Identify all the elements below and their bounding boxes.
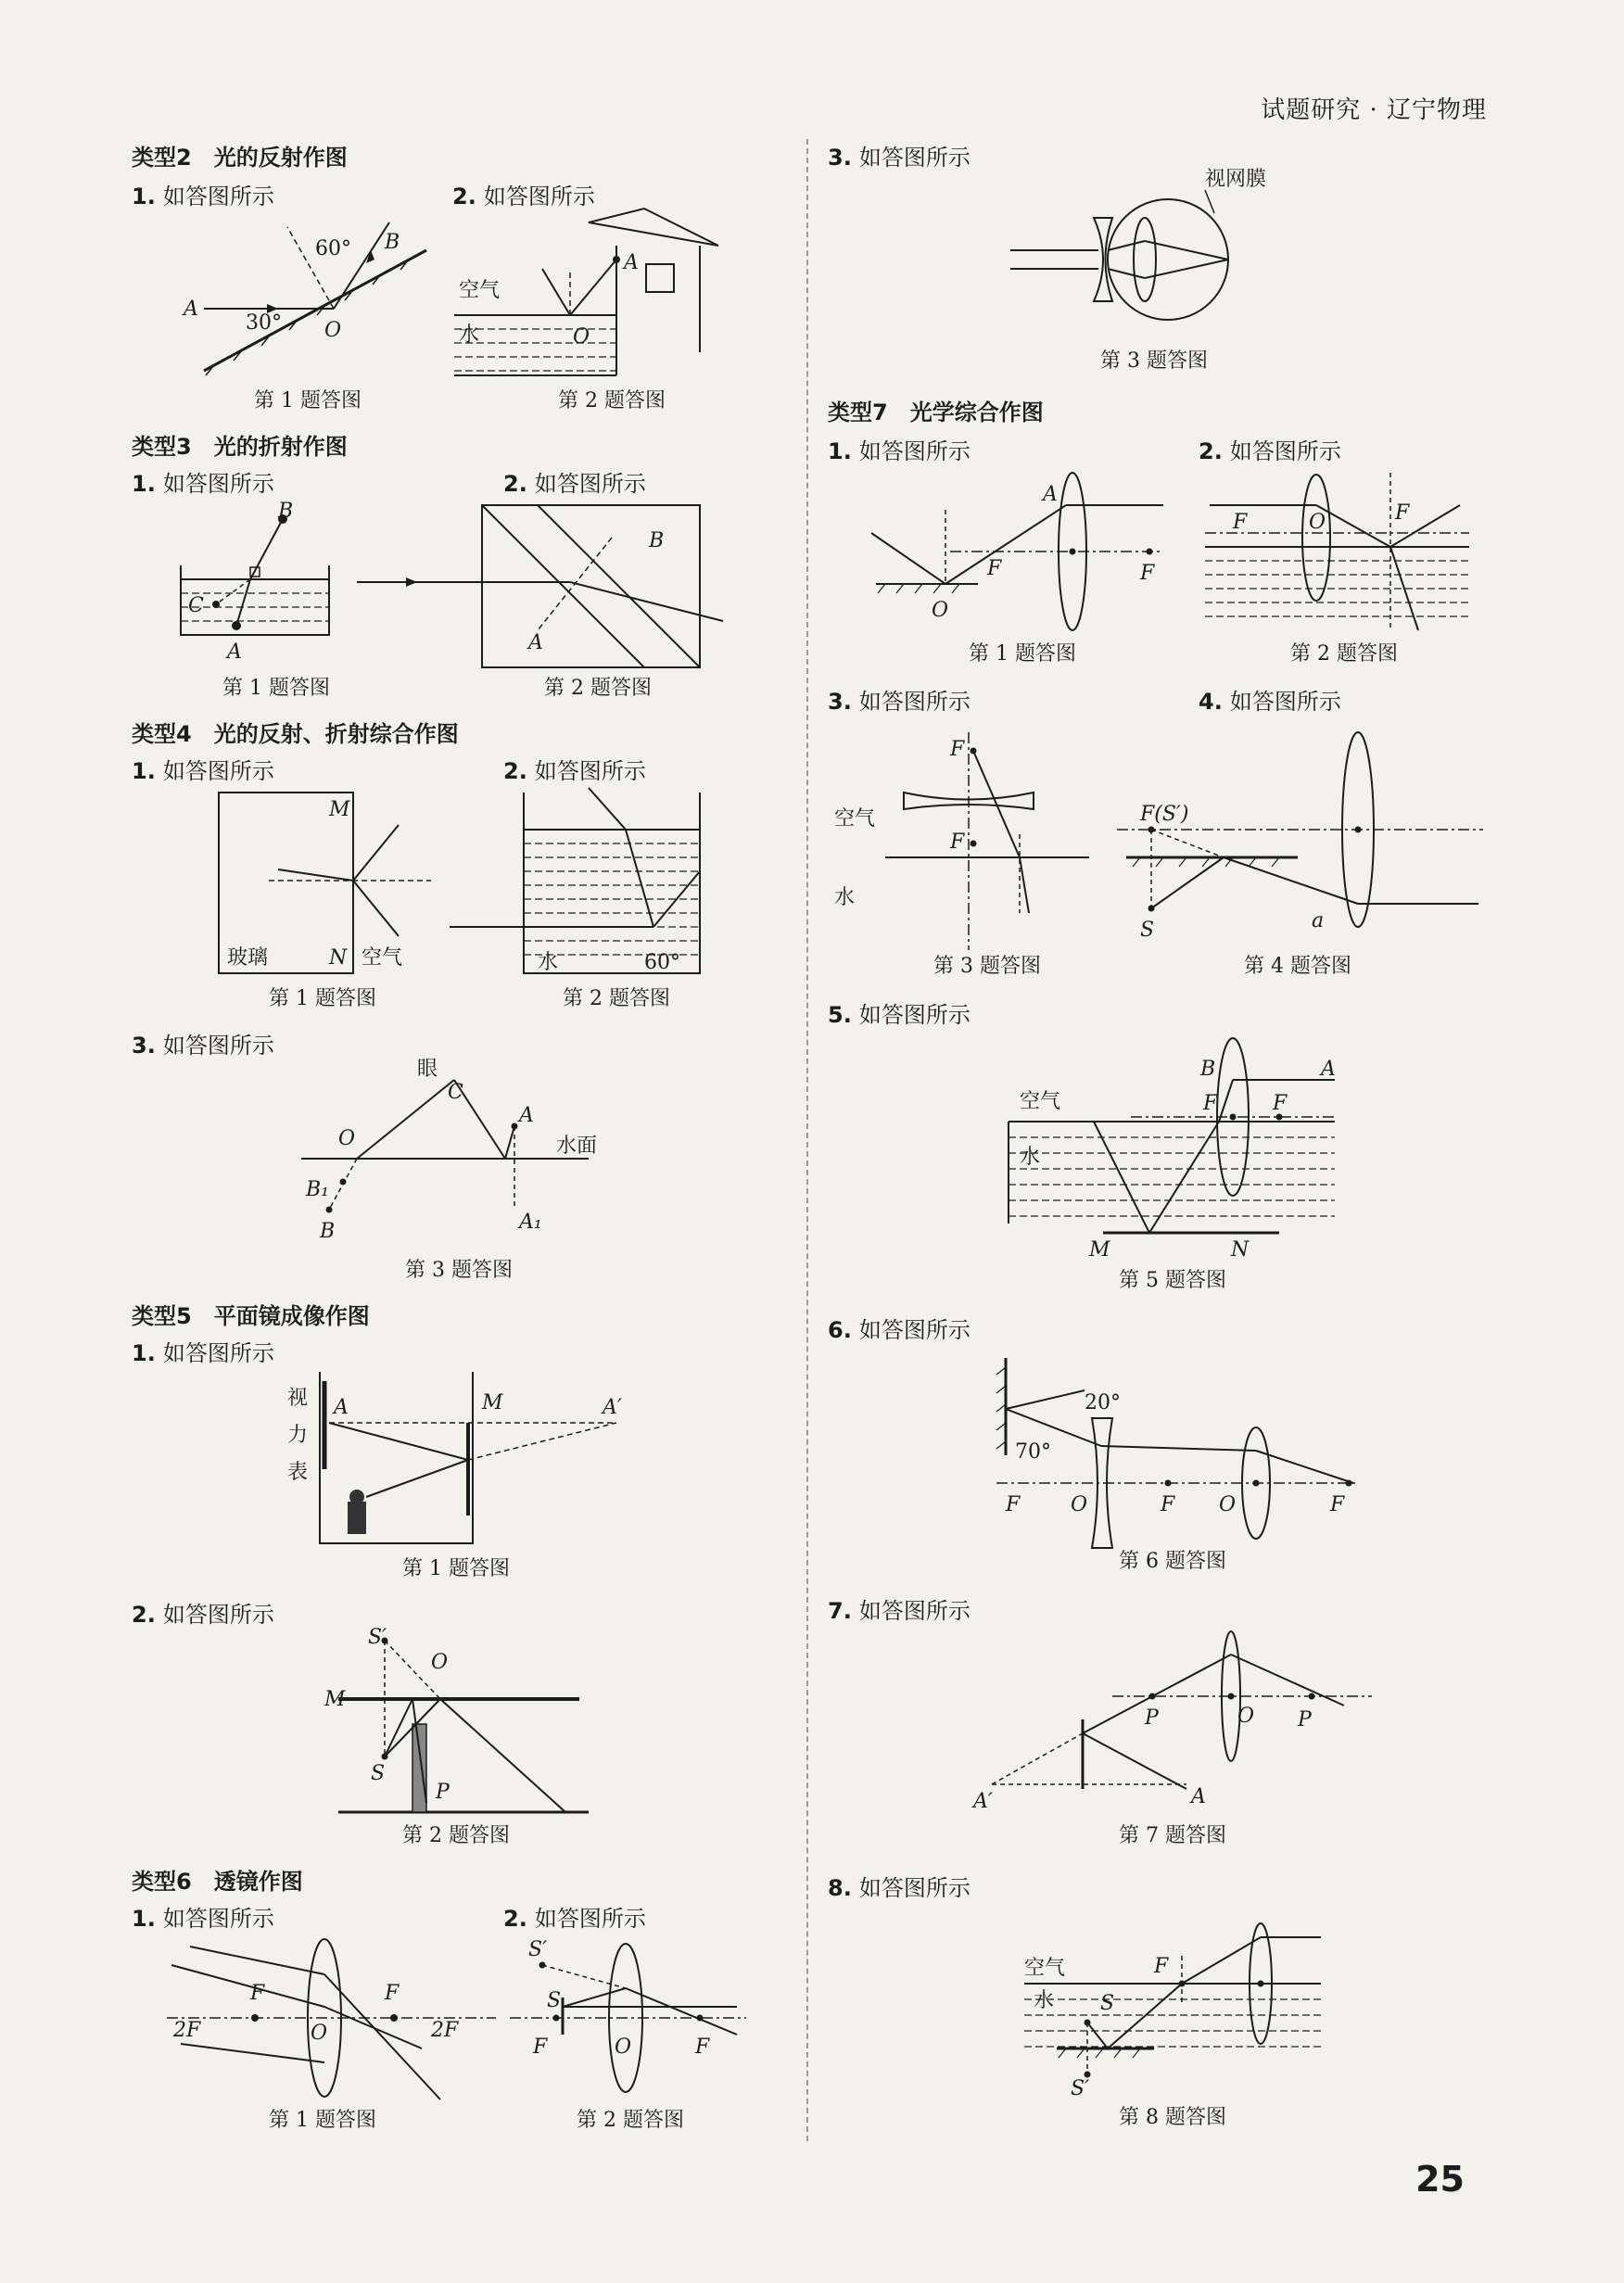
figure-s2-2 (450, 213, 737, 380)
caption-s4-3: 第 3 题答图 (405, 1259, 513, 1282)
label-M: M (482, 1391, 503, 1414)
figure-s4-2 (450, 788, 709, 978)
caption-s6-3: 第 3 题答图 (1100, 349, 1208, 373)
item-s4-2: 2. 如答图所示 (503, 758, 646, 784)
running-header: 试题研究 · 辽宁物理 (1261, 96, 1487, 124)
label-O: O (324, 319, 342, 342)
item-s3-1: 1. 如答图所示 (132, 471, 274, 497)
caption-s7-4: 第 4 题答图 (1244, 955, 1351, 978)
section-title-type7: 类型7 光学综合作图 (828, 400, 1044, 425)
label-retina: 视网膜 (1205, 168, 1267, 191)
label-F-right: F (695, 2036, 710, 2059)
item-s7-7: 7. 如答图所示 (828, 1598, 971, 1624)
label-2F-right: 2F (431, 2019, 459, 2042)
label-20deg: 20° (1085, 1391, 1121, 1414)
label-A: A (227, 641, 242, 664)
label-O: O (431, 1651, 449, 1674)
label-A1: A₁ (519, 1211, 542, 1234)
label-chart-2: 力 (287, 1424, 309, 1447)
label-eye: 眼 (417, 1058, 438, 1081)
section-title-type5: 类型5 平面镜成像作图 (132, 1303, 370, 1329)
caption-s4-2: 第 2 题答图 (563, 987, 670, 1010)
figure-s4-1 (218, 788, 440, 978)
label-F-left: F (1203, 1092, 1218, 1115)
label-B: B (320, 1220, 336, 1243)
figure-s7-2 (1200, 468, 1478, 630)
label-air: 空气 (459, 279, 501, 302)
caption-s7-5: 第 5 题答图 (1119, 1269, 1226, 1292)
caption-s4-1: 第 1 题答图 (269, 987, 376, 1010)
label-P-left: P (1145, 1706, 1159, 1730)
label-O: O (573, 325, 590, 349)
label-air: 空气 (1020, 1090, 1061, 1113)
label-S-image: S′ (1071, 2077, 1090, 2100)
label-N: N (1231, 1238, 1250, 1262)
label-A: A (184, 298, 198, 321)
label-P: P (436, 1781, 450, 1804)
label-A-image: A′ (973, 1790, 993, 1813)
page-number: 25 (1415, 2159, 1465, 2200)
caption-s2-2: 第 2 题答图 (558, 389, 666, 412)
label-60deg: 60° (644, 951, 680, 974)
label-A: A (1321, 1058, 1336, 1081)
caption-s6-2: 第 2 题答图 (577, 2109, 684, 2132)
figure-s3-1 (171, 501, 357, 667)
figure-s7-3 (830, 728, 1098, 950)
label-F-right: F (1140, 562, 1155, 585)
label-O-1: O (1071, 1493, 1088, 1516)
item-s2-1: 1. 如答图所示 (132, 184, 274, 209)
figure-s6-1 (162, 1933, 505, 2104)
label-water: 水 (1020, 1146, 1041, 1169)
label-F-right: F (385, 1982, 400, 2005)
section-title-type4: 类型4 光的反射、折射综合作图 (132, 721, 459, 747)
label-O: O (615, 2036, 632, 2059)
figure-s5-2 (320, 1627, 598, 1821)
label-F-2: F (1161, 1493, 1175, 1516)
figure-s4-3 (292, 1057, 607, 1251)
item-s2-2: 2. 如答图所示 (452, 184, 595, 209)
label-F-3: F (1330, 1493, 1345, 1516)
label-chart-1: 视 (287, 1387, 309, 1410)
item-s7-1: 1. 如答图所示 (828, 438, 971, 464)
label-S: S (547, 1989, 562, 2012)
label-O: O (1309, 511, 1326, 534)
label-B1: B₁ (306, 1178, 329, 1201)
item-s5-1: 1. 如答图所示 (132, 1340, 274, 1366)
figure-s3-2 (352, 501, 742, 677)
label-chart-3: 表 (287, 1461, 309, 1484)
label-F-right: F (1395, 501, 1410, 525)
label-M: M (324, 1688, 346, 1711)
label-S: S (371, 1762, 386, 1785)
item-s7-5: 5. 如答图所示 (828, 1002, 971, 1028)
item-s3-2: 2. 如答图所示 (503, 471, 646, 497)
label-F-top: F (950, 738, 965, 761)
label-a: a (1312, 909, 1325, 932)
label-A-image: A′ (603, 1396, 622, 1419)
label-O: O (1237, 1705, 1255, 1728)
item-s6-3: 3. 如答图所示 (828, 145, 971, 171)
label-F-bottom: F (950, 831, 965, 854)
label-70deg: 70° (1015, 1440, 1051, 1464)
label-F-1: F (1006, 1493, 1021, 1516)
label-A: A (624, 251, 639, 274)
figure-s2-1 (176, 213, 436, 380)
label-O: O (338, 1127, 356, 1150)
label-30deg: 30° (246, 311, 282, 335)
label-surface: 水面 (556, 1135, 598, 1158)
label-F-left: F (1233, 511, 1248, 534)
label-F-left: F (533, 2036, 548, 2059)
figure-s5-1 (283, 1367, 635, 1553)
caption-s7-7: 第 7 题答图 (1119, 1824, 1226, 1847)
caption-s3-1: 第 1 题答图 (222, 677, 330, 700)
label-F-S-image: F(S′) (1140, 803, 1189, 826)
label-O: O (932, 599, 949, 622)
label-air: 空气 (1024, 1957, 1066, 1980)
label-A: A (519, 1104, 534, 1127)
label-water: 水 (834, 886, 856, 909)
label-M: M (329, 798, 350, 821)
caption-s5-2: 第 2 题答图 (402, 1824, 510, 1847)
figure-s7-1 (867, 468, 1173, 630)
label-B: B (278, 500, 294, 523)
label-F-left: F (250, 1982, 265, 2005)
label-water: 水 (538, 951, 559, 974)
figure-s7-7 (973, 1631, 1381, 1813)
figure-s7-4 (1112, 728, 1492, 941)
caption-s6-1: 第 1 题答图 (269, 2109, 376, 2132)
item-s6-1: 1. 如答图所示 (132, 1906, 274, 1932)
figure-s6-2 (505, 1933, 755, 2104)
label-F: F (1154, 1955, 1169, 1978)
caption-s5-1: 第 1 题答图 (402, 1557, 510, 1580)
column-divider (806, 139, 808, 2141)
label-P-right: P (1298, 1708, 1312, 1731)
item-s7-2: 2. 如答图所示 (1199, 438, 1341, 464)
label-C: C (188, 594, 204, 617)
label-O: O (311, 2022, 328, 2045)
label-B: B (385, 231, 400, 254)
label-A: A (1191, 1785, 1206, 1808)
label-2F-left: 2F (173, 2019, 201, 2042)
label-air: 空气 (362, 946, 403, 970)
label-air: 空气 (834, 807, 876, 831)
item-s5-2: 2. 如答图所示 (132, 1602, 274, 1628)
item-s4-1: 1. 如答图所示 (132, 758, 274, 784)
caption-s7-3: 第 3 题答图 (933, 955, 1041, 978)
label-C: C (448, 1081, 463, 1104)
item-s4-3: 3. 如答图所示 (132, 1033, 274, 1059)
item-s7-3: 3. 如答图所示 (828, 689, 971, 715)
caption-s7-1: 第 1 题答图 (969, 642, 1076, 666)
label-S: S (1140, 919, 1155, 942)
label-S-image: S′ (368, 1626, 387, 1649)
caption-s7-8: 第 8 题答图 (1119, 2106, 1226, 2129)
label-glass: 玻璃 (227, 946, 269, 970)
section-title-type2: 类型2 光的反射作图 (132, 145, 348, 171)
item-s6-2: 2. 如答图所示 (503, 1906, 646, 1932)
caption-s3-2: 第 2 题答图 (544, 677, 652, 700)
item-s7-4: 4. 如答图所示 (1199, 689, 1341, 715)
label-F-right: F (1273, 1092, 1288, 1115)
label-A: A (528, 631, 543, 654)
caption-s2-1: 第 1 题答图 (254, 389, 362, 412)
label-N: N (329, 946, 348, 970)
caption-s7-6: 第 6 题答图 (1119, 1550, 1226, 1573)
figure-s7-5 (1001, 1034, 1353, 1261)
caption-s7-2: 第 2 题答图 (1290, 642, 1398, 666)
label-60deg: 60° (315, 237, 351, 260)
label-O-2: O (1219, 1493, 1237, 1516)
label-S: S (1100, 1992, 1115, 2015)
label-B: B (1200, 1058, 1216, 1081)
label-B: B (649, 529, 665, 552)
item-s7-6: 6. 如答图所示 (828, 1317, 971, 1343)
figure-s7-6 (992, 1349, 1363, 1534)
section-title-type3: 类型3 光的折射作图 (132, 434, 348, 460)
label-M: M (1089, 1238, 1110, 1262)
item-s7-8: 8. 如答图所示 (828, 1875, 971, 1901)
label-A: A (334, 1396, 349, 1419)
section-title-type6: 类型6 透镜作图 (132, 1869, 303, 1895)
label-water: 水 (1034, 1989, 1055, 2012)
label-F-left: F (987, 557, 1002, 580)
label-S-image: S′ (528, 1938, 548, 1961)
label-A: A (1043, 483, 1058, 506)
figure-s6-3 (1006, 168, 1267, 343)
figure-s7-8 (1015, 1909, 1330, 2099)
label-water: 水 (459, 323, 480, 347)
